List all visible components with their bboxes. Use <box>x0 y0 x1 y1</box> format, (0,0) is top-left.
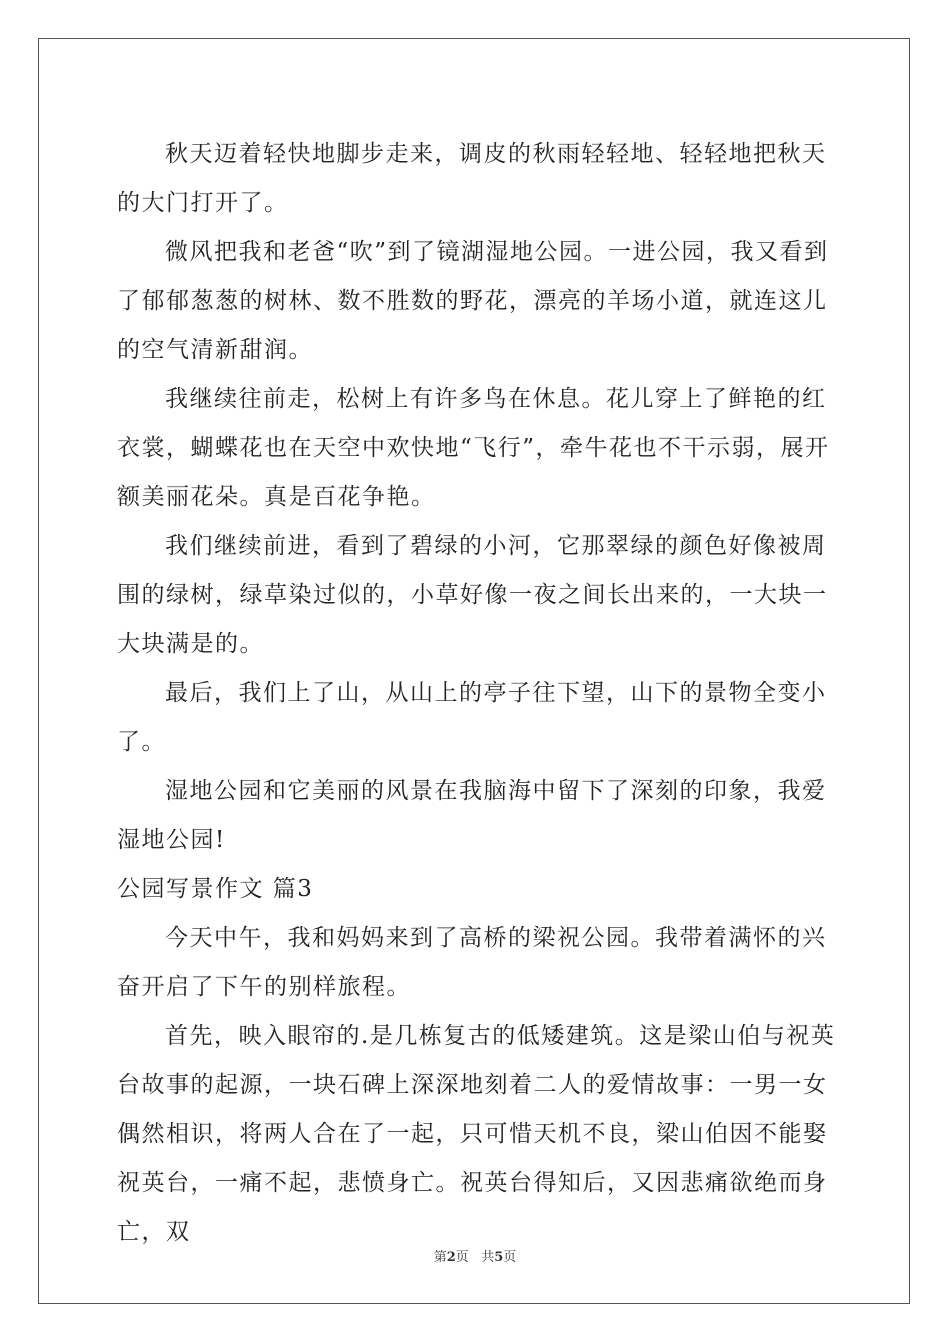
paragraph: 秋天迈着轻快地脚步走来，调皮的秋雨轻轻地、轻轻地把秋天的大门打开了。 <box>117 141 827 216</box>
page-suffix: 页 <box>455 1250 469 1265</box>
paragraph: 首先，映入眼帘的.是几栋复古的低矮建筑。这是梁山伯与祝英台故事的起源，一块石碑上深深地刻着二人的爱情故事：一男一女偶然相识，将两人合在了一起，只可惜天机不良，梁山伯因不能娶祝英台，一痛不起，悲愤身亡。祝英台得知后，又因悲痛欲绝而身亡，双 <box>117 1023 836 1245</box>
paragraph: 今天中午，我和妈妈来到了高桥的梁祝公园。我带着满怀的兴奋开启了下午的别样旅程。 <box>117 925 827 1000</box>
page-footer <box>0 1246 950 1265</box>
document-body <box>117 130 837 1257</box>
paragraph: 我们继续前进，看到了碧绿的小河，它那翠绿的颜色好像被周围的绿树，绿草染过似的，小草好像一夜之间长出来的，一大块一大块满是的。 <box>117 533 828 657</box>
page-prefix: 第 <box>433 1250 447 1265</box>
paragraph: 湿地公园和它美丽的风景在我脑海中留下了深刻的印象，我爱湿地公园! <box>117 778 827 853</box>
section-heading: 公园写景作文 篇3 <box>117 876 314 902</box>
paragraph: 我继续往前走，松树上有许多鸟在休息。花儿穿上了鲜艳的红衣裳，蝴蝶花也在天空中欢快地“飞行”，牵牛花也不干示弱，展开额美丽花朵。真是百花争艳。 <box>117 386 830 510</box>
paragraph: 最后，我们上了山，从山上的亭子往下望，山下的景物全变小了。 <box>117 680 827 755</box>
total-pages: 5 <box>494 1250 504 1265</box>
paragraph: 微风把我和老爸“吹”到了镜湖湿地公园。一进公园，我又看到了郁郁葱葱的树林、数不胜数的野花，漂亮的羊场小道，就连这儿的空气清新甜润。 <box>117 239 829 363</box>
total-prefix: 共 <box>481 1250 495 1265</box>
total-suffix: 页 <box>503 1250 517 1265</box>
page-number: 2 <box>446 1250 456 1265</box>
